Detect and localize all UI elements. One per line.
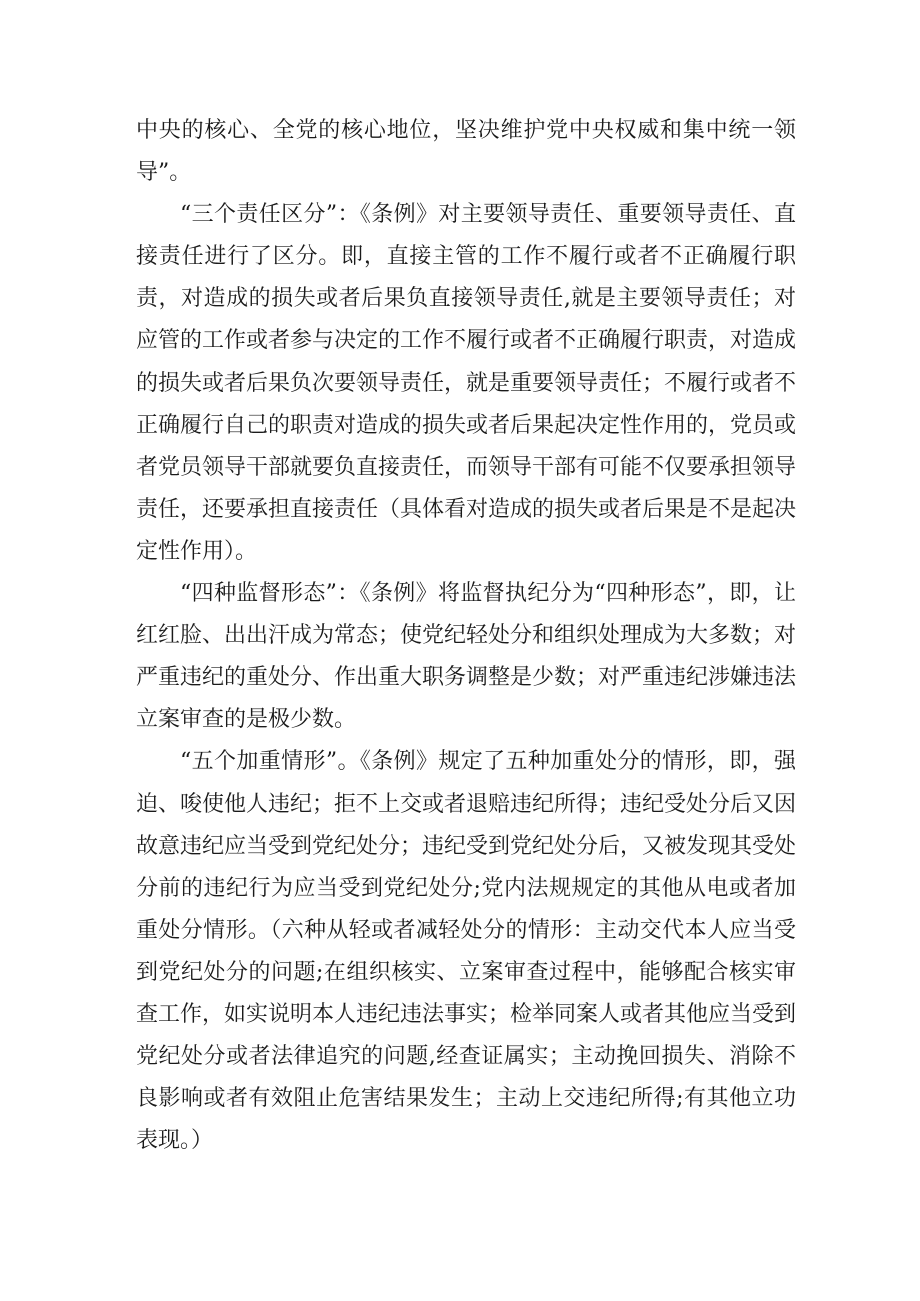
- paragraph-three-responsibilities: “三个责任区分”：《条例》对主要领导责任、重要领导责任、直接责任进行了区分。即，直接主管的工作不履行或者不正确履行职责，对造成的损失或者后果负直接领导责任,就是主要领导责任；对应管的工作或者参与决定的工作不履行或者不正确履行职责，对造成的损失或者后果负次要领导责任，就是重要领导责任；不履行或者不正确履行自己的职责对造成的损失或者后果起决定性作用的，党员或者党员领导干部就要负直接责任，而领导干部有可能不仅要承担领导责任，还要承担直接责任（具体看对造成的损失或者后果是不是起决定性作用）。: [136, 202, 797, 564]
- paragraph-continuation: 中央的核心、全党的核心地位，坚决维护党中央权威和集中统一领导”。: [136, 118, 796, 186]
- document-body: [136, 110, 796, 1162]
- paragraph-four-forms: “四种监督形态”：《条例》将监督执纪分为“四种形态”，即，让红红脸、出出汗成为常态；使党纪轻处分和组织处理成为大多数；对严重违纪的重处分、作出重大职务调整是少数；对严重违纪涉嫌违法立案审查的是极少数。: [136, 581, 797, 733]
- paragraph-five-aggravating: “五个加重情形”。《条例》规定了五种加重处分的情形，即，强迫、唆使他人违纪；拒不上交或者退赔违纪所得；违纪受处分后又因故意违纪应当受到党纪处分；违纪受到党纪处分后，又被发现其受处分前的违纪行为应当受到党纪处分;党内法规规定的其他从电或者加重处分情形。（六种从轻或者减轻处分的情形：主动交代本人应当受到党纪处分的问题;在组织核实、立案审查过程中，能够配合核实审查工作，如实说明本人违纪违法事实；检举同案人或者其他应当受到党纪处分或者法律追究的问题,经查证属实；主动挽回损失、消除不良影响或者有效阻止危害结果发生；主动上交违纪所得;有其他立功表现。）: [136, 749, 797, 1154]
